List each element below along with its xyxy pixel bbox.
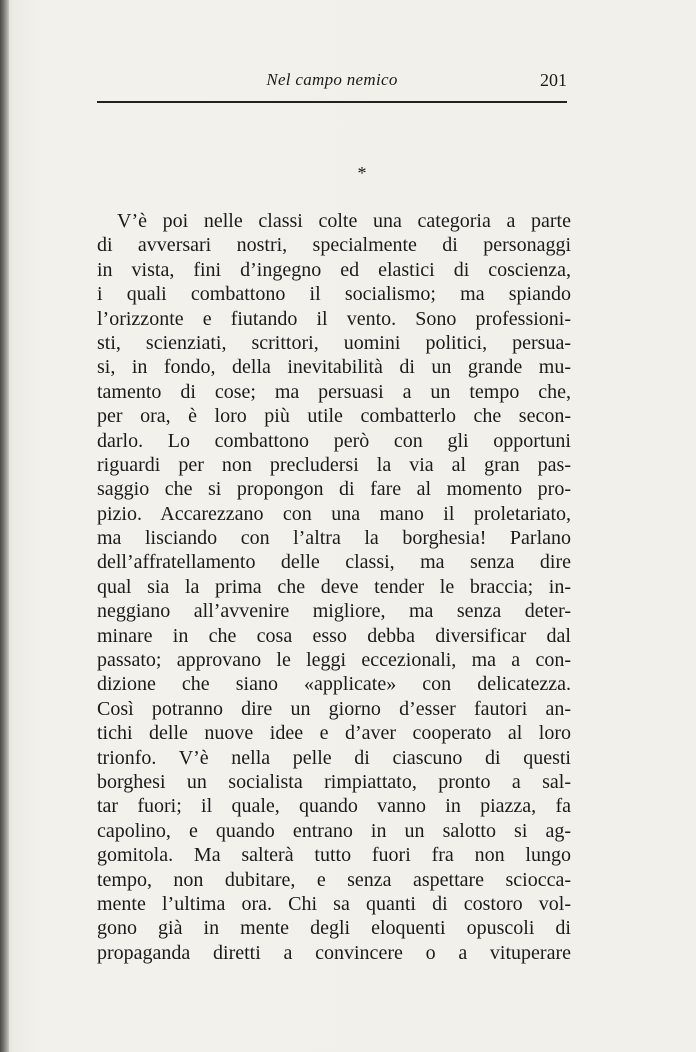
text-line: dell’affratellamento delle classi, ma senza dire xyxy=(97,551,571,574)
text-line: tichi delle nuove idee e d’aver cooperato al loro xyxy=(97,722,571,745)
text-line: neggiano all’avvenire migliore, ma senza deter- xyxy=(97,600,571,623)
text-line: darlo. Lo combattono però con gli opportuni xyxy=(97,429,571,452)
text-line: per ora, è loro più utile combatterlo che secon- xyxy=(97,405,571,428)
text-line: i quali combattono il socialismo; ma spiando xyxy=(97,283,571,306)
text-line: borghesi un socialista rimpiattato, pronto a sal- xyxy=(97,770,571,793)
text-line: qual sia la prima che deve tender le braccia; in- xyxy=(97,575,571,598)
text-line: propaganda diretti a convincere o a vituperare xyxy=(97,941,571,964)
text-line: tempo, non dubitare, e senza aspettare sciocca- xyxy=(97,868,571,891)
text-line: sti, scienziati, scrittori, uomini politici, persua- xyxy=(97,331,571,354)
text-line: gono già in mente degli eloquenti opuscoli di xyxy=(97,917,571,940)
text-line: in vista, fini d’ingegno ed elastici di coscienza, xyxy=(97,258,571,281)
text-line: l’orizzonte e fiutando il vento. Sono professioni- xyxy=(97,307,571,330)
text-line: si, in fondo, della inevitabilità di un grande mu- xyxy=(97,356,571,379)
text-line: ma lisciando con l’altra la borghesia! Parlano xyxy=(97,527,571,550)
text-line: saggio che si propongon di fare al momento pro- xyxy=(97,478,571,501)
page-header xyxy=(97,70,567,94)
text-line: pizio. Accarezzano con una mano il proletariato, xyxy=(97,502,571,525)
text-line: capolino, e quando entrano in un salotto si ag- xyxy=(97,819,571,842)
text-line: tamento di cose; ma persuasi a un tempo che, xyxy=(97,380,571,403)
text-line: tar fuori; il quale, quando vanno in piazza, fa xyxy=(97,795,571,818)
text-line: V’è poi nelle classi colte una categoria a parte xyxy=(117,210,571,232)
book-spine-shadow xyxy=(0,0,9,1052)
body-paragraph xyxy=(97,209,571,965)
text-line: gomitola. Ma salterà tutto fuori fra non lungo xyxy=(97,844,571,867)
header-rule xyxy=(97,101,567,103)
running-title: Nel campo nemico xyxy=(266,70,398,89)
page-number: 201 xyxy=(540,70,567,90)
text-line: di avversari nostri, specialmente di personaggi xyxy=(97,234,571,257)
text-line: riguardi per non precludersi la via al gran pas- xyxy=(97,453,571,476)
text-line: mente l’ultima ora. Chi sa quanti di costoro vol- xyxy=(97,892,571,915)
text-line: trionfo. V’è nella pelle di ciascuno di questi xyxy=(97,746,571,769)
text-line: passato; approvano le leggi eccezionali, ma a con- xyxy=(97,649,571,672)
text-line: dizione che siano «applicate» con delicatezza. xyxy=(97,673,571,696)
text-line: Così potranno dire un giorno d’esser fautori an- xyxy=(97,697,571,720)
text-line: minare in che cosa esso debba diversificar dal xyxy=(97,624,571,647)
section-separator-asterisk: * xyxy=(357,163,367,183)
